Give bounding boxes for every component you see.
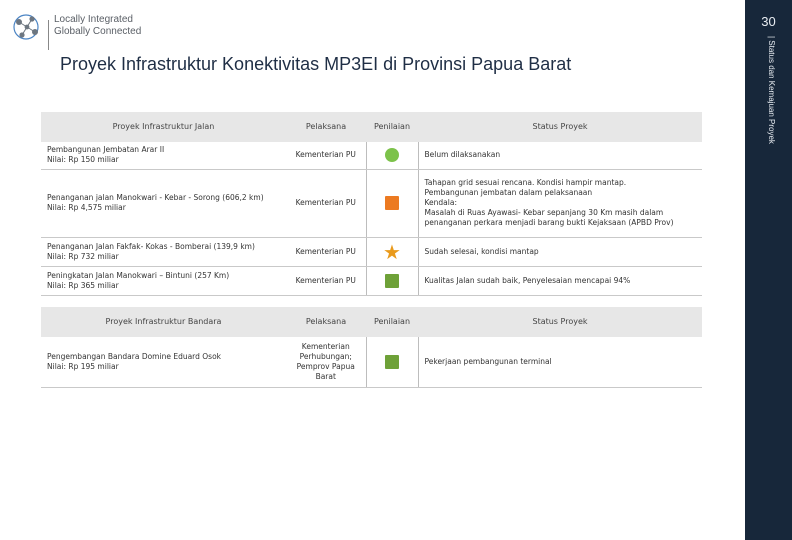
project-name: Penanganan Jalan Fakfak- Kokas - Bomberai (139,9 km) xyxy=(47,241,255,251)
project-value: Nilai: Rp 732 miliar xyxy=(47,251,119,261)
logo-line-2: Globally Connected xyxy=(54,26,142,37)
executor-line: Pemprov Papua xyxy=(296,361,355,371)
executor-line: Perhubungan; xyxy=(299,351,352,361)
logo xyxy=(10,10,150,44)
table-row xyxy=(41,169,702,237)
globe-network-icon xyxy=(10,10,44,44)
status-line: Belum dilaksanakan xyxy=(424,150,501,160)
project-cell xyxy=(41,169,286,237)
page-title: Proyek Infrastruktur Konektivitas MP3EI di Provinsi Papua Barat xyxy=(60,54,572,74)
table-row xyxy=(41,337,702,387)
executor-cell: Kementerian PU xyxy=(286,169,366,237)
status-line: Pekerjaan pembangunan terminal xyxy=(424,356,552,366)
status-line: Pembangunan jembatan dalam pelaksanaan xyxy=(424,188,593,197)
rating-cell xyxy=(366,237,418,266)
executor-cell: Kementerian PU xyxy=(286,266,366,295)
project-cell xyxy=(41,266,286,295)
header-status: Status Proyek xyxy=(418,112,702,142)
green-square-icon xyxy=(385,355,399,369)
header-executor: Pelaksana xyxy=(286,307,366,337)
status-cell xyxy=(418,237,702,266)
status-line: Sudah selesai, kondisi mantap xyxy=(424,246,539,256)
project-value: Nilai: Rp 4,575 miliar xyxy=(47,203,126,212)
logo-line-1: Locally Integrated xyxy=(54,14,133,25)
project-value: Nilai: Rp 195 miliar xyxy=(47,361,119,371)
star-icon: ★ xyxy=(383,239,401,264)
project-cell xyxy=(41,237,286,266)
orange-square-icon xyxy=(385,196,399,210)
table-row xyxy=(41,237,702,266)
project-name: Peningkatan Jalan Manokwari – Bintuni (257 Km) xyxy=(47,270,230,280)
rating-cell xyxy=(366,266,418,295)
status-line: penanganan perkara menjadi barang bukti Kejaksaan (APBD Prov) xyxy=(424,218,674,227)
status-cell xyxy=(418,142,702,169)
rating-cell xyxy=(366,337,418,387)
table-row xyxy=(41,266,702,295)
road-header-row xyxy=(41,112,702,142)
status-cell xyxy=(418,337,702,387)
header-executor: Pelaksana xyxy=(286,112,366,142)
status-line: Kualitas Jalan sudah baik, Penyelesaian mencapai 94% xyxy=(424,275,631,285)
executor-line: Barat xyxy=(315,371,336,381)
page-number: 30 xyxy=(761,14,776,29)
table-row xyxy=(41,142,702,169)
road-projects-table xyxy=(41,112,702,296)
green-square-icon xyxy=(385,274,399,288)
status-line: Masalah di Ruas Ayawasi- Kebar sepanjang 30 Km masih dalam xyxy=(424,208,664,217)
header-project: Proyek Infrastruktur Bandara xyxy=(41,307,286,337)
project-cell xyxy=(41,337,286,387)
header-rating: Penilaian xyxy=(366,307,418,337)
executor-cell xyxy=(286,337,366,387)
airport-header-row xyxy=(41,307,702,337)
header-project: Proyek Infrastruktur Jalan xyxy=(41,112,286,142)
logo-divider xyxy=(48,20,49,50)
executor-cell: Kementerian PU xyxy=(286,142,366,169)
project-cell xyxy=(41,142,286,169)
airport-projects-table xyxy=(41,307,702,388)
executor-cell: Kementerian PU xyxy=(286,237,366,266)
project-name: Penanganan jalan Manokwari - Kebar - Sorong (606,2 km) xyxy=(47,193,264,202)
rating-cell xyxy=(366,169,418,237)
project-value: Nilai: Rp 150 miliar xyxy=(47,155,119,165)
status-cell xyxy=(418,169,702,237)
project-name: Pembangunan Jembatan Arar II xyxy=(47,145,165,155)
section-label: | Status dan Kemajuan Proyek xyxy=(767,36,776,144)
green-circle-icon xyxy=(385,148,399,162)
rating-cell xyxy=(366,142,418,169)
project-name: Pengembangan Bandara Domine Eduard Osok xyxy=(47,351,222,361)
executor-line: Kementerian xyxy=(301,341,350,351)
logo-text xyxy=(54,14,141,38)
status-line: Kendala: xyxy=(424,198,457,207)
status-line: Tahapan grid sesuai rencana. Kondisi hampir mantap. xyxy=(424,178,627,187)
header-status: Status Proyek xyxy=(418,307,702,337)
project-value: Nilai: Rp 365 miliar xyxy=(47,280,119,290)
header-rating: Penilaian xyxy=(366,112,418,142)
status-cell xyxy=(418,266,702,295)
